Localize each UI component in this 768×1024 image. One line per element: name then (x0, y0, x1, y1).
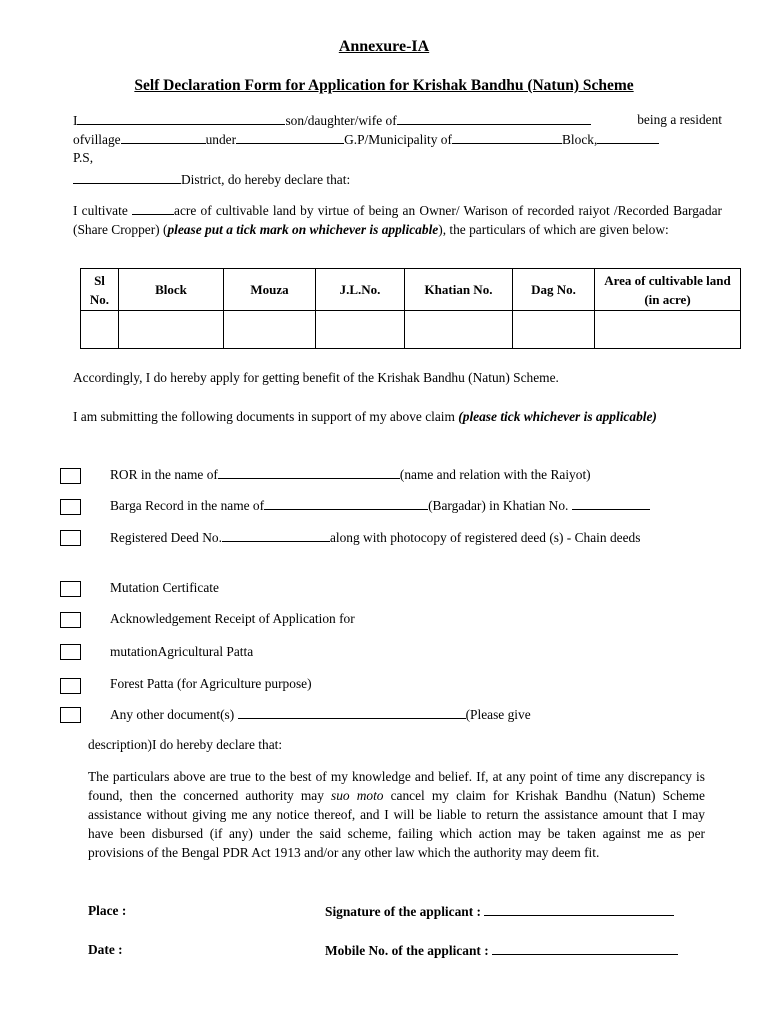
table-row (81, 311, 741, 349)
table-cell[interactable] (513, 311, 595, 349)
village-blank[interactable] (121, 131, 206, 144)
table-cell[interactable] (119, 311, 224, 349)
submitting-paragraph: I am submitting the following documents in support of my above claim (please tick whichever is applicable) (73, 409, 657, 424)
column-header: Area of cultivable land (in acre) (595, 269, 741, 311)
mutation-checkbox[interactable] (60, 581, 81, 597)
barga-name-blank[interactable] (264, 497, 428, 510)
declaration-paragraph: The particulars above are true to the best of my knowledge and belief. If, at any point of time any discrepancy is found, then the concerned authority may suo moto cancel my claim for Krishak Bandhu (Natun) Scheme assistance without giving me any notice thereof, and I will be liable to return the assistance amount that I may have been disbursed (if any) under the said scheme, failing which action may be taken against me as per provisions of the Bengal PDR Act 1913 and/or any other law which the authority may deem fit. (88, 769, 705, 860)
annexure-heading: Annexure-IA (338, 38, 430, 55)
ps-blank[interactable] (597, 131, 659, 144)
ror-checkbox[interactable] (60, 468, 81, 484)
intro-line-2: ofvillage under G.P/Municipality of Block, (73, 131, 659, 148)
ack-checkbox[interactable] (60, 612, 81, 628)
cultivate-paragraph: I cultivate acre of cultivable land by virtue of being an Owner/ Warison of recorded raiyot /Recorded Bargadar (Share Cropper) (please put a tick mark on whichever is applicable), the particulars of which are given below: (73, 203, 722, 237)
column-header: Khatian No. (405, 269, 513, 311)
district-blank[interactable] (73, 171, 181, 184)
barga-item: Barga Record in the name of (Bargadar) in Khatian No. (110, 496, 650, 515)
table-cell[interactable] (595, 311, 741, 349)
mobile-blank[interactable] (492, 942, 678, 955)
mutation-patta-checkbox[interactable] (60, 644, 81, 660)
other-doc-blank[interactable] (238, 706, 466, 719)
table-cell[interactable] (316, 311, 405, 349)
intro-line-3: P.S, (73, 150, 94, 165)
column-header: J.L.No. (316, 269, 405, 311)
accordingly-statement: Accordingly, I do hereby apply for getting benefit of the Krishak Bandhu (Natun) Scheme. (73, 370, 559, 385)
block-blank[interactable] (452, 131, 562, 144)
land-particulars-table (80, 268, 741, 349)
name-blank[interactable] (77, 112, 285, 125)
deed-checkbox[interactable] (60, 530, 81, 546)
ack-item: Acknowledgement Receipt of Application for (110, 611, 355, 626)
ror-item: ROR in the name of (name and relation with the Raiyot) (110, 467, 591, 482)
column-header: Block (119, 269, 224, 311)
table-cell[interactable] (81, 311, 119, 349)
acre-blank[interactable] (132, 202, 174, 215)
table-cell[interactable] (405, 311, 513, 349)
place-label: Place : (88, 903, 127, 918)
mutation-patta-item: mutationAgricultural Patta (110, 644, 254, 659)
khatian-blank[interactable] (572, 497, 650, 510)
column-header: Sl No. (81, 269, 119, 311)
ror-name-blank[interactable] (218, 466, 400, 479)
tick-instruction: (please tick whichever is applicable) (458, 409, 657, 424)
intro-line-1: I son/daughter/wife of being a resident (73, 112, 722, 128)
column-header: Dag No. (513, 269, 595, 311)
mutation-item: Mutation Certificate (110, 580, 219, 595)
deed-no-blank[interactable] (222, 529, 330, 542)
tick-instruction: please put a tick mark on whichever is applicable (167, 222, 439, 237)
relation-name-blank[interactable] (397, 112, 591, 125)
other-doc-checkbox[interactable] (60, 707, 81, 723)
table-cell[interactable] (224, 311, 316, 349)
other-doc-item: Any other document(s) (Please give (110, 707, 531, 722)
mobile-label: Mobile No. of the applicant : (325, 942, 678, 959)
date-label: Date : (88, 942, 123, 957)
signature-label: Signature of the applicant : (325, 903, 674, 920)
deed-item: Registered Deed No. along with photocopy of registered deed (s) - Chain deeds (110, 530, 641, 545)
column-header: Mouza (224, 269, 316, 311)
intro-line-4: District, do hereby declare that: (73, 171, 350, 188)
description-line: description)I do hereby declare that: (88, 737, 283, 752)
signature-blank[interactable] (484, 903, 674, 916)
forest-patta-item: Forest Patta (for Agriculture purpose) (110, 676, 312, 691)
table-header-row (81, 269, 741, 311)
forest-patta-checkbox[interactable] (60, 678, 81, 694)
barga-checkbox[interactable] (60, 499, 81, 515)
form-title: Self Declaration Form for Application for Krishak Bandhu (Natun) Scheme (134, 77, 634, 94)
gp-blank[interactable] (236, 131, 344, 144)
